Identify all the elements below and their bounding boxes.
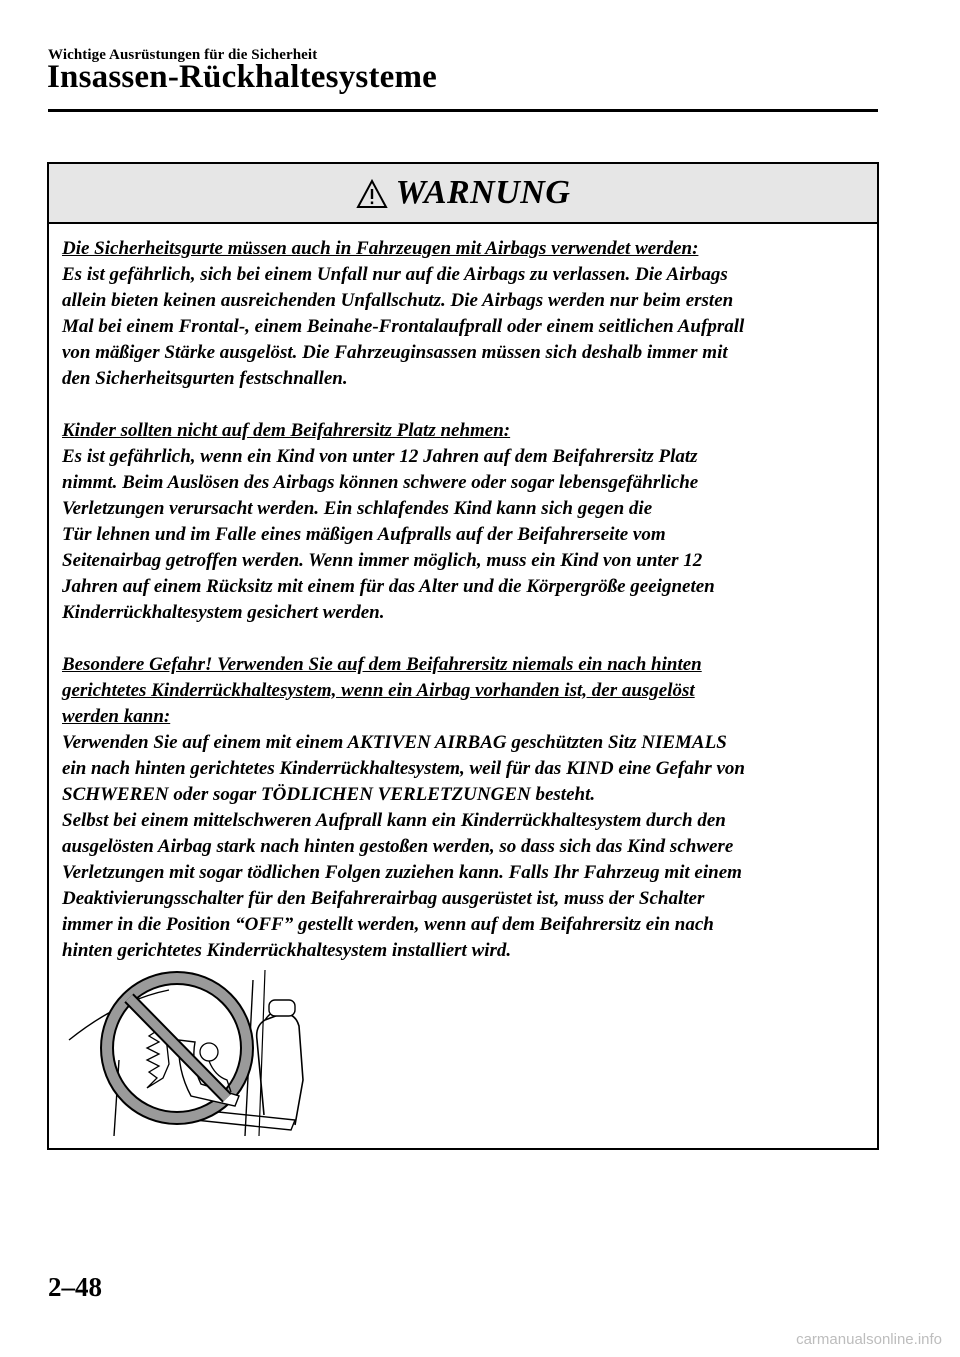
paragraph-line: Jahren auf einem Rücksitz mit einem für das Alter und die Körpergröße geeigneten [62, 576, 715, 597]
paragraph-line: ausgelösten Airbag stark nach hinten gestoßen werden, so dass sich das Kind schwere [62, 836, 734, 857]
paragraph-line: ein nach hinten gerichtetes Kinderrückhaltesystem, weil für das KIND eine Gefahr von [62, 758, 745, 779]
title-rule [48, 109, 878, 112]
watermark: carmanualsonline.info [796, 1331, 942, 1348]
warning-title: WARNUNG [395, 174, 571, 211]
warning-paragraph-rear-facing-seat [62, 652, 865, 964]
paragraph-line: Mal bei einem Frontal-, einem Beinahe-Frontalaufprall oder einem seitlichen Aufprall [62, 316, 745, 337]
warning-paragraph-seatbelts [62, 236, 865, 392]
paragraph-heading: Besondere Gefahr! Verwenden Sie auf dem Beifahrersitz niemals ein nach hinten [62, 654, 702, 675]
paragraph-line: Verletzungen mit sogar tödlichen Folgen zuziehen kann. Falls Ihr Fahrzeug mit einem [62, 862, 742, 883]
page-number: 2–48 [48, 1272, 102, 1302]
paragraph-line: Es ist gefährlich, sich bei einem Unfall nur auf die Airbags zu verlassen. Die Airbags [62, 264, 728, 285]
warning-triangle-icon [356, 179, 388, 209]
paragraph-line: Tür lehnen und im Falle eines mäßigen Aufpralls auf der Beifahrerseite vom [62, 524, 666, 545]
page-title: Insassen-Rückhaltesysteme [47, 59, 438, 95]
paragraph-line: Es ist gefährlich, wenn ein Kind von unter 12 Jahren auf dem Beifahrersitz Platz [62, 446, 698, 467]
no-rear-facing-child-seat-with-airbag-icon [59, 960, 319, 1140]
warning-box [47, 162, 879, 1150]
paragraph-line: Verletzungen verursacht werden. Ein schlafendes Kind kann sich gegen die [62, 498, 653, 519]
paragraph-line: immer in die Position “OFF” gestellt werden, wenn auf dem Beifahrersitz ein nach [62, 914, 714, 935]
paragraph-line: nimmt. Beim Auslösen des Airbags können schwere oder sogar lebensgefährliche [62, 472, 699, 493]
paragraph-line: Deaktivierungsschalter für den Beifahrerairbag ausgerüstet ist, muss der Schalter [62, 888, 705, 909]
paragraph-line: Kinderrückhaltesystem gesichert werden. [62, 602, 385, 623]
paragraph-heading: Kinder sollten nicht auf dem Beifahrersitz Platz nehmen: [62, 420, 511, 441]
paragraph-line: den Sicherheitsgurten festschnallen. [62, 368, 348, 389]
warning-body [49, 224, 877, 964]
paragraph-line: Verwenden Sie auf einem mit einem AKTIVEN AIRBAG geschützten Sitz NIEMALS [62, 732, 727, 753]
warning-header [49, 164, 877, 224]
paragraph-line: von mäßiger Stärke ausgelöst. Die Fahrzeuginsassen müssen sich deshalb immer mit [62, 342, 728, 363]
paragraph-line: allein bieten keinen ausreichenden Unfallschutz. Die Airbags werden nur beim ersten [62, 290, 734, 311]
paragraph-line: Seitenairbag getroffen werden. Wenn immer möglich, muss ein Kind von unter 12 [62, 550, 703, 571]
warning-paragraph-children-front-seat [62, 418, 865, 626]
paragraph-heading: werden kann: [62, 706, 171, 727]
section-header: Wichtige Ausrüstungen für die Sicherheit [48, 47, 318, 63]
paragraph-line: SCHWEREN oder sogar TÖDLICHEN VERLETZUNGEN besteht. [62, 784, 596, 805]
paragraph-line: hinten gerichtetes Kinderrückhaltesystem installiert wird. [62, 940, 512, 961]
paragraph-heading: Die Sicherheitsgurte müssen auch in Fahrzeugen mit Airbags verwendet werden: [62, 238, 699, 259]
paragraph-heading: gerichtetes Kinderrückhaltesystem, wenn ein Airbag vorhanden ist, der ausgelöst [62, 680, 695, 701]
paragraph-line: Selbst bei einem mittelschweren Aufprall kann ein Kinderrückhaltesystem durch den [62, 810, 726, 831]
